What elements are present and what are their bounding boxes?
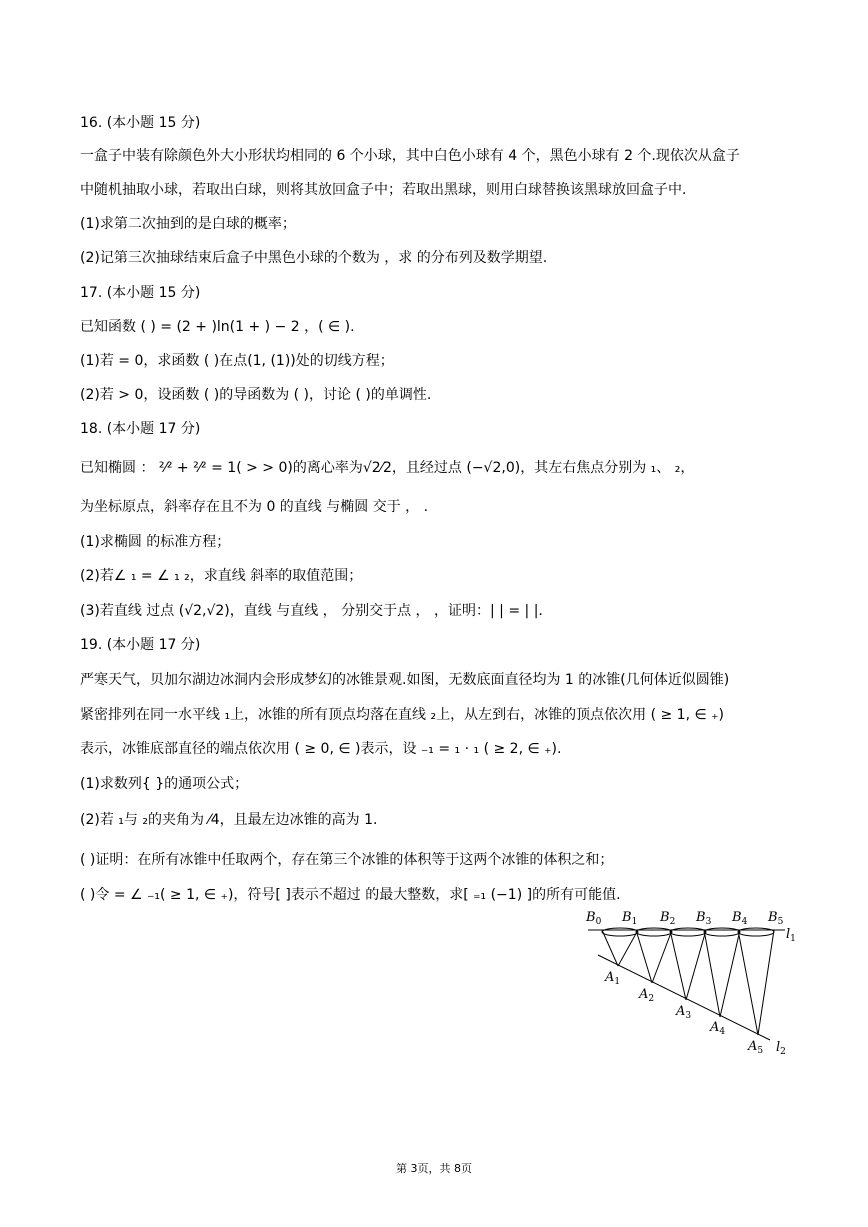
problem-16-line-4: (2)记第三次抽球结束后盒子中黑色小球的个数为 ，求 的分布列及数学期望. <box>80 250 548 266</box>
cone-base-1 <box>602 928 638 936</box>
cone-base-2 <box>636 928 672 936</box>
label-l1: $l_1$ <box>786 927 796 944</box>
label-b1: $B_1$ <box>622 910 638 927</box>
problem-18-header: 18. (本小题 17 分) <box>80 421 201 437</box>
line-l2 <box>598 955 770 1040</box>
problem-19-line-1: 严寒天气，贝加尔湖边冰洞内会形成梦幻的冰锥景观.如图，无数底面直径均为 1 的冰锥(几何体近似圆锥) <box>80 672 730 688</box>
problem-16-line-1: 一盒子中装有除颜色外大小形状均相同的 6 个小球，其中白色小球有 4 个，黑色小球有 2 个.现依次从盒子 <box>80 148 740 164</box>
problem-19-line-2: 紧密排列在同一水平线 ₁上，冰锥的所有顶点均落在直线 ₂上，从左到右，冰锥的顶点依次用 ( ≥ 1, ∈ ₊) <box>80 707 724 723</box>
problem-19-line-6: ( )证明：在所有冰锥中任取两个，存在第三个冰锥的体积等于这两个冰锥的体积之和； <box>80 852 614 868</box>
problem-18-line-1: 已知椭圆 ： ²⁄² + ²⁄² = 1( > > 0)的离心率为√2⁄2，且经过点 (−√2,0)，其左右焦点分别为 ₁、 ₂， <box>80 460 695 476</box>
label-b5: $B_5$ <box>768 910 784 927</box>
problem-16-line-2: 中随机抽取小球，若取出白球，则将其放回盒子中；若取出黑球，则用白球替换该黑球放回盒子中. <box>80 182 687 198</box>
problem-19-line-5: (2)若 ₁与 ₂的夹角为 ⁄4，且最左边冰锥的高为 1. <box>80 812 378 828</box>
problem-16-header: 16. (本小题 15 分) <box>80 115 201 131</box>
label-b3: $B_3$ <box>696 910 712 927</box>
problem-16-line-3: (1)求第二次抽到的是白球的概率； <box>80 216 296 232</box>
problem-18-line-4: (2)若∠ ₁ = ∠ ₁ ₂，求直线 斜率的取值范围； <box>80 568 363 584</box>
label-a4: $A_4$ <box>710 1020 726 1037</box>
label-b0: $B_0$ <box>586 910 602 927</box>
cone-base-4 <box>704 928 740 936</box>
label-a1: $A_1$ <box>605 970 621 987</box>
label-a5: $A_5$ <box>748 1039 764 1056</box>
problem-19-line-3: 表示，冰锥底部直径的端点依次用 ( ≥ 0, ∈ )表示，设 ₋₁ = ₁ · ₁ ( ≥ 2, ∈ ₊). <box>80 741 562 757</box>
problem-19-line-4: (1)求数列{ }的通项公式； <box>80 776 249 792</box>
problem-19-line-7: ( )令 = ∠ ₋₁( ≥ 1, ∈ ₊)，符号[ ]表示不超过 的最大整数，求[ ₌₁ (−1) ]的所有可能值. <box>80 887 621 903</box>
label-a2: $A_2$ <box>639 987 655 1004</box>
problem-17-header: 17. (本小题 15 分) <box>80 285 201 301</box>
page-footer: 第 3页，共 8页 <box>396 1162 472 1175</box>
problem-17-line-3: (2)若 > 0，设函数 ( )的导函数为 ( )，讨论 ( )的单调性. <box>80 387 432 403</box>
problem-19-header: 19. (本小题 17 分) <box>80 637 201 653</box>
problem-17-line-2: (1)若 = 0，求函数 ( )在点(1, (1))处的切线方程； <box>80 353 394 369</box>
problem-18-line-2: 为坐标原点，斜率存在且不为 0 的直线 与椭圆 交于 ， . <box>80 499 429 515</box>
label-b2: $B_2$ <box>660 910 676 927</box>
label-l2: $l_2$ <box>776 1040 786 1057</box>
problem-18-line-5: (3)若直线 过点 (√2,√2)，直线 与直线 ， 分别交于点 ， ，证明：| | = | |. <box>80 603 543 619</box>
problem-18-line-3: (1)求椭圆 的标准方程； <box>80 534 231 550</box>
cone-base-3 <box>670 928 706 936</box>
label-b4: $B_4$ <box>732 910 748 927</box>
cone-base-5 <box>738 928 774 936</box>
label-a3: $A_3$ <box>676 1004 692 1021</box>
ice-cone-figure <box>580 905 800 1060</box>
problem-17-line-1: 已知函数 ( ) = (2 + )ln(1 + ) − 2 ，( ∈ ). <box>80 319 355 335</box>
